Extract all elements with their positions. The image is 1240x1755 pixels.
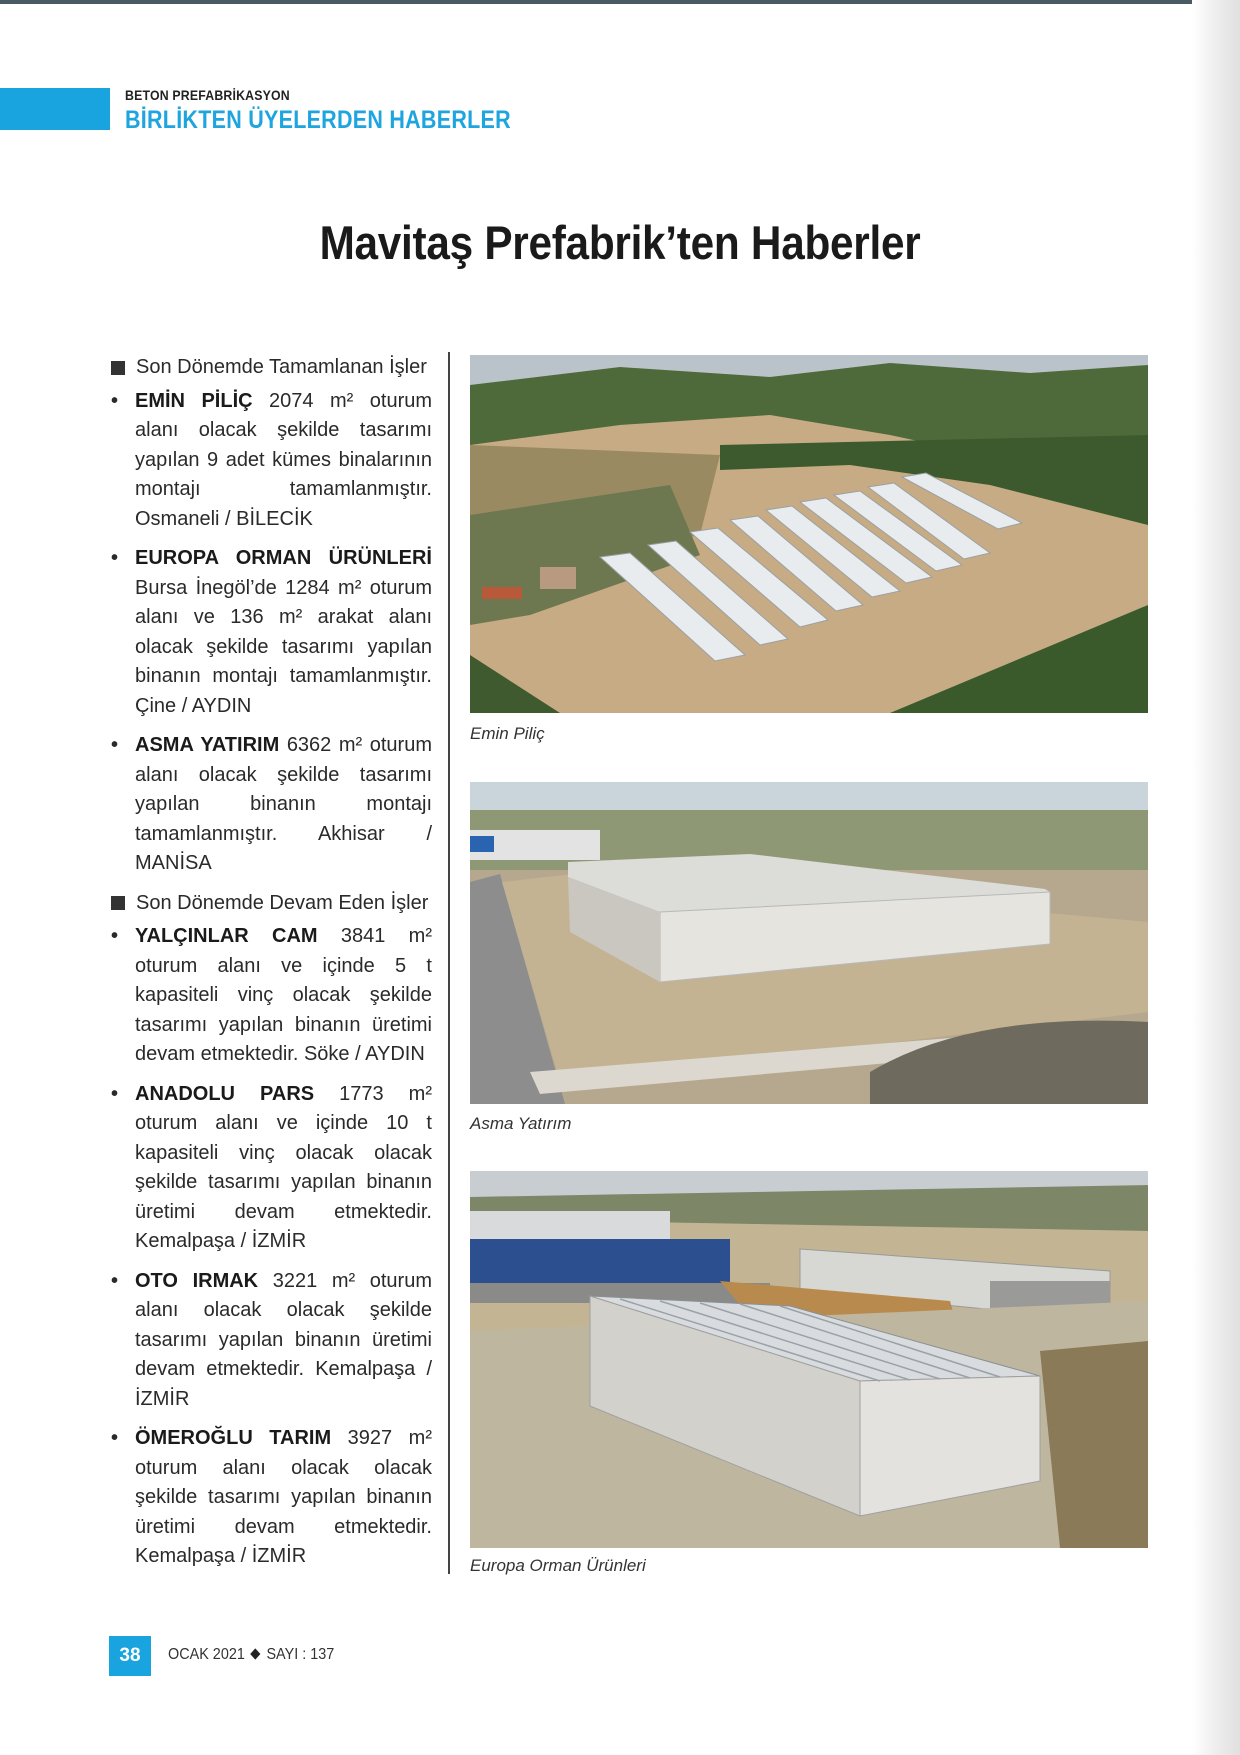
list-item: • YALÇINLAR CAM 3841 m² oturum alanı ve içinde 5 t kapasiteli vinç olacak şekilde tasarımı yapılan binanın üretimi devam etmektedir. Söke / AYDIN <box>111 925 432 1065</box>
project-name: ANADOLU PARS <box>135 1082 315 1105</box>
project-name: OTO IRMAK <box>135 1269 259 1292</box>
photo-asma-yatirim <box>470 782 1148 1104</box>
issue-number: SAYI : 137 <box>266 1646 335 1663</box>
project-name: EMİN PİLİÇ <box>135 389 253 412</box>
footer-issue-info <box>168 1646 334 1664</box>
photo-europa-orman <box>470 1171 1148 1548</box>
issue-date: OCAK 2021 <box>168 1646 245 1663</box>
project-description: Bursa İnegöl’de 1284 m² oturum alanı ve 136 m² arakat alanı olacak şekilde tasarımı yapılan binanın montajı tamamlanmıştır. Çine / AYDIN <box>135 576 432 717</box>
list-item: • ANADOLU PARS 1773 m² oturum alanı ve içinde 10 t kapasiteli vinç olacak olacak şekilde tasarımı yapılan binanın üretimi devam etmektedir. Kemalpaşa / İZMİR <box>111 1082 432 1252</box>
completed-heading <box>111 353 432 383</box>
project-description: 3841 m² oturum alanı ve içinde 5 t kapasiteli vinç olacak şekilde tasarımı yapılan binanın üretimi devam etmektedir. Söke / AYDIN <box>135 925 432 1065</box>
list-item: • ÖMEROĞLU TARIM 3927 m² oturum alanı olacak olacak şekilde tasarımı yapılan binanın üretimi devam etmektedir. Kemalpaşa / İZMİR <box>111 1427 433 1567</box>
square-bullet-icon <box>111 361 125 375</box>
project-description: 6362 m² oturum alanı olacak şekilde tasarımı yapılan binanın montajı tamamlanmıştır. Akhisar / MANİSA <box>135 734 432 874</box>
column-divider <box>448 352 450 1574</box>
project-name: EUROPA ORMAN ÜRÜNLERİ <box>135 547 432 569</box>
header-accent-bar <box>0 88 110 130</box>
list-item: • EMİN PİLİÇ 2074 m² oturum alanı olacak şekilde tasarımı yapılan 9 adet kümes binalarının montajı tamamlanmıştır. Osmaneli / BİLECİK <box>111 389 433 530</box>
project-description: 3927 m² oturum alanı olacak olacak şekilde tasarımı yapılan binanın üretimi devam etmektedir. Kemalpaşa / İZMİR <box>135 1427 433 1567</box>
article-title: Mavitaş Prefabrik’ten Haberler <box>319 216 921 269</box>
diamond-icon <box>251 1648 261 1659</box>
completed-heading-label: Son Dönemde Tamamlanan İşler <box>136 356 427 378</box>
project-description: 2074 m² oturum alanı olacak şekilde tasarımı yapılan 9 adet kümes binalarının montajı tamamlanmıştır. Osmaneli / BİLECİK <box>135 389 433 530</box>
photo-caption: Europa Orman Ürünleri <box>470 1556 646 1575</box>
photo-caption: Emin Piliç <box>470 724 545 743</box>
project-description: 3221 m² oturum alanı olacak olacak şekilde tasarımı yapılan binanın üretimi devam etmektedir. Kemalpaşa / İZMİR <box>135 1269 432 1410</box>
header-section-title: BİRLİKTEN ÜYELERDEN HABERLER <box>125 106 511 134</box>
project-description: 1773 m² oturum alanı ve içinde 10 t kapasiteli vinç olacak olacak şekilde tasarımı yapılan binanın üretimi devam etmektedir. Kemalpaşa / İZMİR <box>135 1082 432 1252</box>
top-rule <box>0 0 1240 4</box>
page-gutter-shadow <box>1192 0 1240 1755</box>
ongoing-heading-label: Son Dönemde Devam Eden İşler <box>136 891 429 914</box>
list-item: • EUROPA ORMAN ÜRÜNLERİ Bursa İnegöl’de 1284 m² oturum alanı ve 136 m² arakat alanı olacak şekilde tasarımı yapılan binanın montajı tamamlanmıştır. Çine / AYDIN <box>111 547 432 717</box>
header-kicker: BETON PREFABRİKASYON <box>125 87 290 103</box>
photo-emin-pilic <box>470 355 1148 713</box>
list-item: • ASMA YATIRIM 6362 m² oturum alanı olacak şekilde tasarımı yapılan binanın montajı tamamlanmıştır. Akhisar / MANİSA <box>111 734 432 874</box>
photo-caption: Asma Yatırım <box>470 1114 572 1133</box>
page-number: 38 <box>109 1636 151 1676</box>
square-bullet-icon <box>111 896 125 910</box>
article-text-column <box>111 353 432 1582</box>
project-name: ÖMEROĞLU TARIM <box>135 1427 332 1449</box>
list-item: • OTO IRMAK 3221 m² oturum alanı olacak olacak şekilde tasarımı yapılan binanın üretimi devam etmektedir. Kemalpaşa / İZMİR <box>111 1269 432 1410</box>
ongoing-heading <box>111 889 432 919</box>
project-name: ASMA YATIRIM <box>135 734 280 756</box>
project-name: YALÇINLAR CAM <box>135 925 318 947</box>
